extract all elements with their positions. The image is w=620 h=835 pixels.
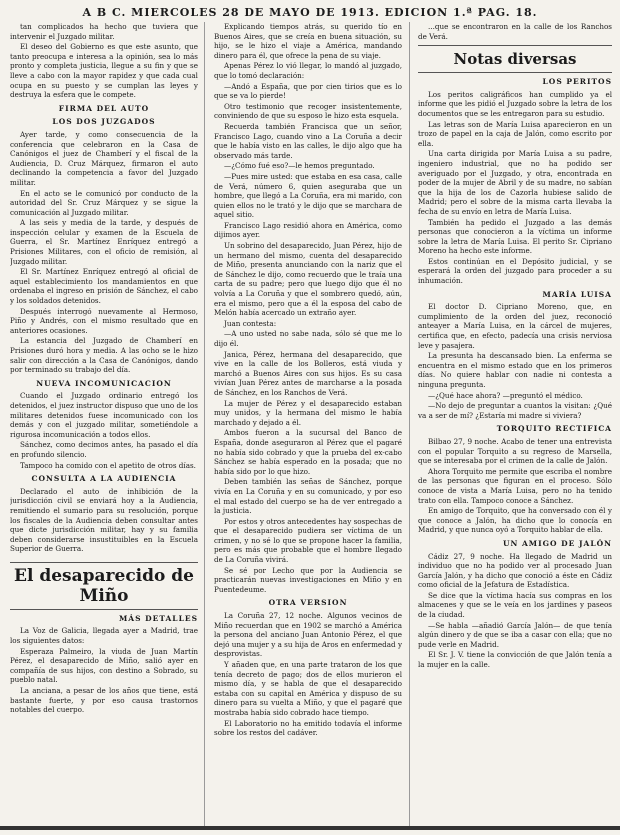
paragraph: La anciana, a pesar de los años que tiene, está bastante fuerte, y por eso causa trastornos notables del cuerpo.	[10, 686, 198, 715]
paragraph: Bilbao 27, 9 noche. Acabo de tener una entrevista con el popular Torquito a su regreso de Marsella, que se interesaba por el crimen de la calle de Jalón.	[418, 436, 612, 466]
paragraph: Sánchez, como decimos antes, ha pasado el día en profundo silencio.	[10, 440, 198, 459]
paragraph: Después interrogó nuevamente al Hermoso, Piño y Andrés, con el mismo resultado que en anteriores ocasiones.	[10, 306, 198, 335]
paragraph: Juan contesta:	[224, 318, 277, 328]
column-1	[10, 22, 198, 830]
paragraph: Tampoco ha comido con el apetito de otros días.	[20, 460, 196, 470]
column-divider	[204, 22, 205, 828]
paragraph: Se sé por Lecho que por la Audiencia se practicarán nuevas investigaciones en Miño y en Puentedeume.	[214, 565, 402, 594]
column-2	[214, 22, 402, 830]
paragraph: —¿Qué hace ahora? —preguntó el médico.	[428, 390, 583, 400]
paragraph: Cádiz 27, 9 noche. Ha llegado de Madrid un individuo que no ha podido ver al procesado Juan García Jalón, y ha dicho que conoció a éste en Cádiz como oficial de la Jefatura de Estadística.	[418, 551, 612, 590]
subheading: UN AMIGO DE JALÓN	[502, 538, 612, 548]
paragraph: Recuerda también Francisca que un señor, Francisco Lago, cuando vino a La Coruña a decir que le había visto en las calles, le dijo algo que ha observado más tarde.	[214, 121, 402, 160]
paragraph: —A uno usted no sabe nada, sólo sé que me lo dijo él.	[214, 329, 402, 348]
paragraph: —¿Cómo fué eso?—le hemos preguntado.	[224, 161, 375, 171]
paragraph: La mujer de Pérez y el desaparecido estaban muy unidos, y la hermana del mismo le había marchado y dejado a él.	[214, 398, 402, 427]
paragraph: Y añaden que, en una parte trataron de los que tenía decreto de pago; dos de ellos murieron el mismo día, y se habla de que el desaparecido estaba con su capital en América y dispuso de su dinero para su vuelta a Miño, y que el pagaré que mostraba había sido cobrado hace tiempo.	[214, 660, 402, 717]
paragraph: Declarado el auto de inhibición de la jurisdicción civil se enviará hoy a la Audiencia, remitiendo el sumario para su resolución, porque los fiscales de la Audiencia deben consultar antes que dicte jurisdicción militar, hay y su familia deben considerarse insustituibles en la Escuela Superior de Guerra.	[10, 486, 198, 554]
paragraph: A las seis y media de la tarde, y después de inspección celular y examen de la Escuela de Guerra, el Sr. Martínez Enríquez entregó a Prisiones Militares, con el oficio de remisión, al Juzgado militar.	[10, 218, 198, 266]
subheading: FIRMA DEL AUTO	[58, 103, 150, 113]
paragraph: La Voz de Galicia, llegada ayer a Madrid, trae los siguientes datos:	[10, 626, 198, 646]
paragraph: En el acto se le comunicó por conducto de la autoridad del Sr. Cruz Márquez y se sigue la comunicación al Juzgado militar.	[10, 188, 198, 217]
subheading: LOS PERITOS	[542, 77, 612, 87]
paragraph: Se dice que la víctima hacía sus compras en los almacenes y que se le veía en los jardines y paseos de la ciudad.	[418, 590, 612, 620]
paragraph: Explicando tiempos atrás, su querido tío en Buenos Aires, que se creía en buena situación, su hijo, se le hizo el viaje a América, mandando dinero para él, que ofrece la pena de su viaje.	[214, 22, 402, 60]
column-divider	[409, 22, 410, 828]
paragraph: El Sr. Martínez Enríquez entregó al oficial de aquel establecimiento los mandamientos en que ordenaba el ingreso en prisión de Sánchez, el cabo y los soldados detenidos.	[10, 267, 198, 306]
paragraph: —No dejo de preguntar a cuantos la visitan: ¿Qué va a ser de mí? ¿Estaría mi madre si viviera?	[418, 401, 612, 420]
subheading: CONSULTA A LA AUDIENCIA	[31, 474, 177, 484]
paragraph: ...que se encontraron en la calle de los Ranchos de Verá.	[418, 22, 612, 41]
paragraph: Ayer tarde, y como consecuencia de la conferencia que celebraron en la Casa de Canónigos el juez de Chamberí y el fiscal de la Audiencia, D. Cruz Márquez, firmaron el auto declinando la competencia a favor del Juzgado militar.	[10, 129, 198, 187]
subheading: LOS DOS JUZGADOS	[52, 117, 156, 127]
page-header: A B C. MIERCOLES 28 DE MAYO DE 1913. EDICION 1.ª PAG. 18.	[82, 6, 538, 19]
paragraph: —Se habla —añadió García Jalón— de que tenía algún dinero y de que se iba a casar con ella; que no pude verle en Madrid.	[418, 620, 612, 649]
paragraph: Francisco Lago residió ahora en América, como dijimos ayer.	[214, 220, 402, 240]
article-headline: El desaparecido de Miño	[10, 562, 198, 610]
paragraph: La presunta ha descansado bien. La enferma se encuentra en el mismo estado que en los primeros días. No quiere hablar con nadie ni contesta a ninguna pregunta.	[418, 351, 612, 389]
subheading: OTRA VERSION	[268, 598, 348, 608]
paragraph: Ambos fueron a la sucursal del Banco de España, donde aseguraron al Pérez que el pagaré no había sido cobrado y que la prueba del ex-cabo Sánchez se había esperado en la posada; que no había sido por lo que hizo.	[214, 428, 402, 476]
subheading: TORQUITO RECTIFICA	[496, 424, 612, 434]
paragraph: tan complicados ha hecho que tuviera que intervenir el Juzgado militar.	[10, 22, 198, 41]
paragraph: El doctor D. Cipriano Moreno, que, en cumplimiento de la orden del juez, reconoció anteayer a María Luisa, en la cárcel de mujeres, certifica que, en efecto, padecía una crisis nerviosa leve y pasajera.	[418, 302, 612, 350]
paragraph: La Coruña 27, 12 noche. Algunos vecinos de Miño recuerdan que en 1902 se marchó a América la persona del anciano Juan Antonio Pérez, el que dejó una mujer y a su hija de Aros en enfermedad y desprovistas.	[214, 611, 402, 659]
paragraph: Una carta dirigida por María Luisa a su padre, ingeniero industrial, que no ha podido ser averiguado por el Juzgado, y otra, encontrada en poder de la mujer de Abril y de su madre, no sabían que la hija de los de Cazorla hubiese salido de Madrid; pero el sobre de la misma carta llevaba la fecha de su envío en letra de María Luisa.	[418, 149, 612, 216]
paragraph: Estos continúan en el Depósito judicial, y se esperará la orden del juzgado para proceder a su inhumación.	[418, 256, 612, 286]
article-headline: Notas diversas	[418, 45, 612, 73]
paragraph: Otro testimonio que recoger insistentemente, conviniendo de que su esposo le hizo esta esquela.	[214, 101, 402, 121]
page-bottom-edge	[0, 826, 620, 830]
paragraph: Deben también las señas de Sánchez, porque vivía en La Coruña y en su comunicado, y por eso el mal estado del cuerpo se ha de ver entregado a la justicia.	[214, 477, 402, 516]
paragraph: Un sobrino del desaparecido, Juan Pérez, hijo de un hermano del mismo, cuenta del desaparecido de Miño, presenta anunciando con la nariz que el de Sánchez le dijo, como recuerdo que le traía una carta de su padre; pero que luego dijo que él no volvía a La Coruña y que el sombrero quedó, aún, era el mismo, pero que a él la esposa del cabo de Melón había acercado un extraño ayer.	[214, 241, 402, 318]
paragraph: Cuando el Juzgado ordinario entregó los detenidos, el juez instructor dispuso que uno de los militares detenidos fuese incomunicado con los demás y con el juzgado militar, sometiéndole a rigurosa incomunicación a todos ellos.	[10, 391, 198, 439]
paragraph: El deseo del Gobierno es que este asunto, que tanto preocupa e interesa a la opinión, sea lo más pronto y completa justicia, llegue a su fin y que se lleve a cabo con la mayor rapidez y que cada cual ocupa en su puesto y se cumplan las leyes y destruya la esfera que le compete.	[10, 42, 198, 100]
subheading: NUEVA INCOMUNICACION	[36, 378, 172, 388]
subheading: MÁS DETALLES	[118, 613, 198, 623]
subheading: MARÍA LUISA	[542, 289, 612, 299]
paragraph: Esperaza Palmeiro, la viuda de Juan Martín Pérez, el desaparecido de Miño, salió ayer en compañía de sus hijos, con destino a Sobrado, su pueblo natal.	[10, 646, 198, 685]
column-3	[418, 22, 612, 830]
paragraph: Ahora Torquito me permite que escriba el nombre de las personas que figuran en el proceso. Sólo conoce de vista a María Luisa, pero no ha tenido trato con ella. Tampoco conoce a Sánchez.	[418, 466, 612, 505]
paragraph: —Pues mire usted: que estaba en esa casa, calle de Verá, número 6, quien aseguraba que un hombre, que llegó a La Coruña, era mi marido, con quien ellos no le trató y le dijo que se marchara de aquel sitio.	[214, 171, 402, 220]
paragraph: Janica, Pérez, hermana del desaparecido, que vive en la calle de los Bolleros, está viuda y marchó a Buenos Aires con sus hijos. Es su casa vivían Juan Pérez antes de marcharse a la posada de Sánchez, en los Ranchos de Verá.	[214, 349, 402, 397]
paragraph: Por estos y otros antecedentes hay sospechas de que el desaparecido pudiera ser víctima de un crimen, y no sé lo que se propone hacer la familia, pero es más que probable que el hombre llegado de La Coruña vivirá.	[214, 516, 402, 565]
paragraph: El Laboratorio no ha emitido todavía el informe sobre los restos del cadáver.	[214, 718, 402, 738]
paragraph: El Sr. J. V. tiene la convicción de que Jalón tenía a la mujer en la calle.	[418, 650, 612, 670]
paragraph: La estancia del Juzgado de Chamberí en Prisiones duró hora y media. A las ocho se le hizo salir con dirección a la Casa de Canónigos, dando por terminado su trabajo del día.	[10, 336, 198, 375]
paragraph: También ha pedido el Juzgado a las demás personas que conocieron a la víctima un informe sobre la letra de María Luisa. El perito Sr. Cipriano Moreno ha hecho este informe.	[418, 217, 612, 256]
paragraph: —Andó a España, que por cien tirios que es lo que se va lo pierde!	[214, 81, 402, 101]
paragraph: En amigo de Torquito, que ha conversado con él y que conoce a Jalón, ha dicho que lo conocía en Madrid, y que nunca oyó a Torquito hablar de ella.	[418, 506, 612, 535]
paragraph: Las letras son de María Luisa aparecieron en un trozo de papel en la caja de Jalón, como escrito por ella.	[418, 119, 612, 148]
paragraph: Apenas Pérez lo vió llegar, lo mandó al juzgado, que lo tomó declaración:	[214, 61, 402, 80]
paragraph: Los peritos caligráficos han cumplido ya el informe que les pidió el Juzgado sobre la letra de los documentos que se les entregaron para su estudio.	[418, 89, 612, 118]
